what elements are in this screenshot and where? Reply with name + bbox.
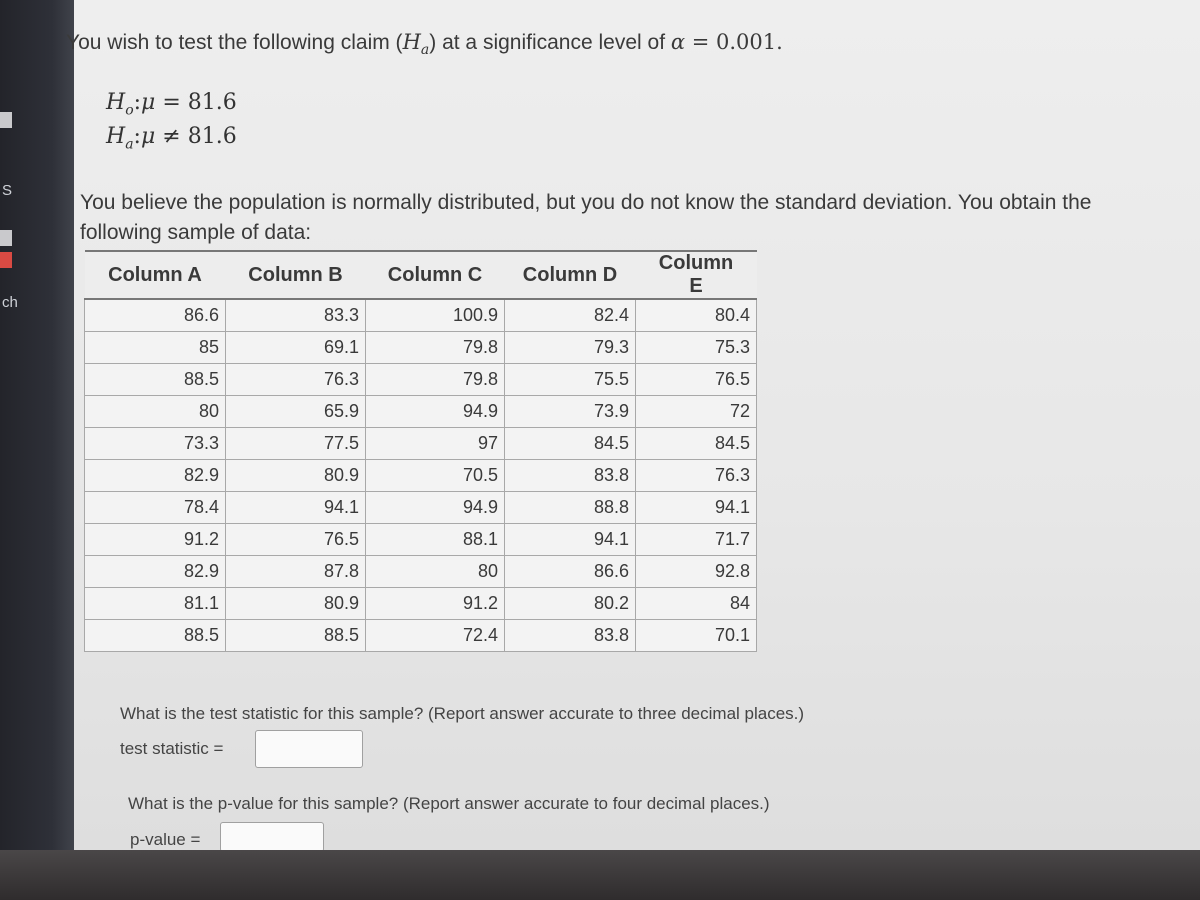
table-cell: 80.2: [505, 588, 636, 620]
table-cell: 83.8: [505, 460, 636, 492]
table-row: [85, 524, 757, 556]
table-cell: 91.2: [366, 588, 505, 620]
table-cell: 76.3: [636, 460, 757, 492]
table-row: [85, 428, 757, 460]
edge-tab-marker: [0, 230, 12, 246]
alternative-hypothesis: [106, 124, 237, 152]
table-cell: 80: [85, 396, 226, 428]
table-cell: 88.1: [366, 524, 505, 556]
table-row: [85, 364, 757, 396]
table-cell: 82.9: [85, 460, 226, 492]
colon: :: [133, 90, 142, 115]
table-cell: 77.5: [226, 428, 366, 460]
ha-symbol: H: [402, 30, 421, 54]
hypothesis-value: 81.6: [187, 124, 237, 149]
claim-prefix: You wish to test the following claim (: [66, 31, 403, 54]
table-cell: 65.9: [226, 396, 366, 428]
table-cell: 75.3: [636, 332, 757, 364]
table-cell: 94.1: [505, 524, 636, 556]
h-subscript: o: [125, 102, 134, 119]
table-cell: 88.5: [85, 364, 226, 396]
test-statistic-input[interactable]: [255, 730, 363, 768]
table-cell: 86.6: [85, 299, 226, 332]
table-row: [85, 492, 757, 524]
mu-symbol: μ: [141, 90, 156, 115]
edge-tab-marker-red: [0, 252, 12, 268]
table-cell: 80: [366, 556, 505, 588]
table-cell: 88.5: [226, 620, 366, 652]
table-cell: 94.1: [226, 492, 366, 524]
table-cell: 75.5: [505, 364, 636, 396]
table-cell: 88.8: [505, 492, 636, 524]
table-cell: 83.3: [226, 299, 366, 332]
table-cell: 78.4: [85, 492, 226, 524]
background-window-edge: [0, 0, 74, 850]
table-cell: 69.1: [226, 332, 366, 364]
alpha-symbol: α: [670, 30, 686, 54]
table-cell: 70.1: [636, 620, 757, 652]
table-row: [85, 299, 757, 332]
table-row: [85, 332, 757, 364]
table-cell: 72: [636, 396, 757, 428]
table-row: [85, 556, 757, 588]
table-cell: 76.3: [226, 364, 366, 396]
table-cell: 80.4: [636, 299, 757, 332]
table-row: [85, 460, 757, 492]
h-symbol: H: [106, 90, 126, 115]
column-header: Column C: [366, 251, 505, 299]
table-cell: 70.5: [366, 460, 505, 492]
table-cell: 80.9: [226, 460, 366, 492]
pvalue-input[interactable]: [220, 822, 324, 852]
alpha-value: 0.001.: [716, 30, 783, 54]
colon: :: [133, 124, 141, 149]
sample-data-table: [84, 250, 757, 652]
table-cell: 100.9: [366, 299, 505, 332]
table-cell: 88.5: [85, 620, 226, 652]
table-row: [85, 588, 757, 620]
table-cell: 84.5: [636, 428, 757, 460]
table-cell: 72.4: [366, 620, 505, 652]
test-statistic-question: What is the test statistic for this sample? (Report answer accurate to three decimal places.): [120, 704, 805, 723]
column-header: Column E: [636, 251, 757, 299]
table-cell: 82.4: [505, 299, 636, 332]
table-cell: 79.3: [505, 332, 636, 364]
table-cell: 94.9: [366, 396, 505, 428]
test-statistic-label: test statistic =: [120, 739, 224, 758]
edge-text-fragment-1: S: [2, 182, 13, 199]
table-header-row: [85, 251, 757, 299]
relation: ≠: [155, 124, 188, 149]
screen-bezel: [0, 850, 1200, 900]
h-symbol: H: [106, 124, 126, 149]
hypothesis-value: 81.6: [187, 90, 237, 115]
table-cell: 76.5: [636, 364, 757, 396]
pvalue-label: p-value =: [130, 830, 201, 849]
claim-statement: [66, 30, 783, 58]
h-subscript: a: [125, 136, 134, 153]
table-cell: 94.9: [366, 492, 505, 524]
table-cell: 87.8: [226, 556, 366, 588]
table-cell: 71.7: [636, 524, 757, 556]
table-cell: 92.8: [636, 556, 757, 588]
alpha-equals: =: [685, 30, 717, 54]
mu-symbol: μ: [140, 124, 156, 149]
table-cell: 86.6: [505, 556, 636, 588]
claim-middle: ) at a significance level of: [429, 31, 671, 54]
table-cell: 82.9: [85, 556, 226, 588]
null-hypothesis: [106, 90, 237, 118]
edge-text-fragment-2: ch: [2, 294, 18, 311]
column-header: Column B: [226, 251, 366, 299]
table-cell: 84.5: [505, 428, 636, 460]
pvalue-question: What is the p-value for this sample? (Report answer accurate to four decimal places.): [128, 794, 770, 813]
ha-subscript: a: [420, 42, 430, 59]
table-cell: 83.8: [505, 620, 636, 652]
table-cell: 73.9: [505, 396, 636, 428]
table-cell: 73.3: [85, 428, 226, 460]
column-header: Column D: [505, 251, 636, 299]
table-cell: 79.8: [366, 364, 505, 396]
table-cell: 97: [366, 428, 505, 460]
table-row: [85, 620, 757, 652]
table-cell: 80.9: [226, 588, 366, 620]
table-cell: 81.1: [85, 588, 226, 620]
question-page: [66, 0, 1200, 850]
table-cell: 94.1: [636, 492, 757, 524]
relation: =: [155, 90, 188, 115]
table-cell: 84: [636, 588, 757, 620]
table-cell: 79.8: [366, 332, 505, 364]
edge-tab-marker: [0, 112, 12, 128]
column-header: Column A: [85, 251, 226, 299]
table-cell: 76.5: [226, 524, 366, 556]
table-cell: 91.2: [85, 524, 226, 556]
table-row: [85, 396, 757, 428]
problem-description: You believe the population is normally distributed, but you do not know the standard deviation. You obtain the following sample of data:: [80, 191, 1092, 244]
table-cell: 85: [85, 332, 226, 364]
